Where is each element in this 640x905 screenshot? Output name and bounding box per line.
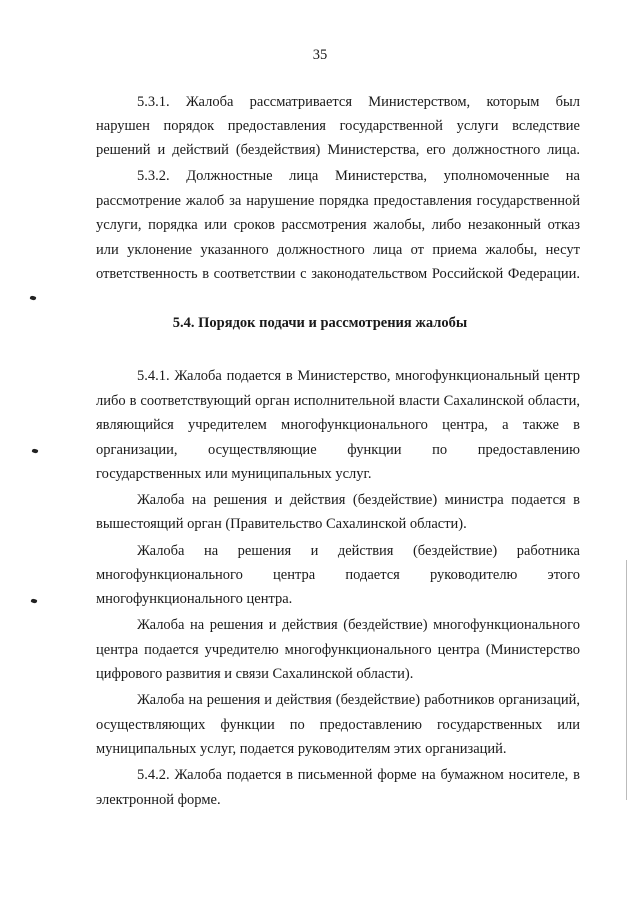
section-heading-5-4: 5.4. Порядок подачи и рассмотрения жалобы [172,315,468,331]
paragraph-mfc-worker-line-3: многофункционального центра. [96,591,293,607]
paragraph-5-3-2-line-4: или уклонение указанного должностного лица от приема жалобы, несут [96,242,580,258]
paragraph-5-3-1-line-3: решений и действий (бездействия) Министерства, его должностного лица. [96,142,580,158]
paragraph-5-3-2-line-3: услуги, порядка или сроков рассмотрения жалобы, либо незаконный отказ [96,217,580,233]
scan-mark-2 [31,448,38,454]
paragraph-mfc-line-3: цифрового развития и связи Сахалинской области). [96,666,414,682]
page-number: 35 [312,47,328,63]
paragraph-5-4-1-line-3: являющийся учредителем многофункционального центра, а также в [96,417,580,433]
paragraph-5-3-1-line-1: 5.3.1. Жалоба рассматривается Министерством, которым был [137,94,580,110]
paragraph-5-4-1-line-5: государственных или муниципальных услуг. [96,466,372,482]
paragraph-mfc-line-2: центра подается учредителю многофункционального центра (Министерство [96,642,580,658]
paragraph-5-4-2-line-1: 5.4.2. Жалоба подается в письменной форме на бумажном носителе, в [137,767,580,783]
paragraph-5-4-1-line-4: организации, осуществляющие функции по предоставлению [96,442,580,458]
paragraph-mfc-line-1: Жалоба на решения и действия (бездействие) многофункционального [137,617,580,633]
paragraph-5-3-2-line-1: 5.3.2. Должностные лица Министерства, уполномоченные на [137,168,580,184]
paragraph-5-4-1-line-2: либо в соответствующий орган исполнительной власти Сахалинской области, [96,393,580,409]
paragraph-mfc-worker-line-1: Жалоба на решения и действия (бездействие) работника [137,543,580,559]
paragraph-5-4-1-line-1: 5.4.1. Жалоба подается в Министерство, многофункциональный центр [137,368,580,384]
scan-edge-line [626,560,627,800]
paragraph-5-3-2-line-5: ответственность в соответствии с законодательством Российской Федерации. [96,266,580,282]
paragraph-mfc-worker-line-2: многофункционального центра подается руководителю этого [96,567,580,583]
scan-mark-1 [29,295,36,301]
paragraph-minister-line-2: вышестоящий орган (Правительство Сахалинской области). [96,516,467,532]
paragraph-organizations-line-1: Жалоба на решения и действия (бездействие) работников организаций, [137,692,580,708]
paragraph-5-3-1-line-2: нарушен порядок предоставления государственной услуги вследствие [96,118,580,134]
scan-mark-3 [30,598,37,604]
paragraph-minister-line-1: Жалоба на решения и действия (бездействие) министра подается в [137,492,580,508]
paragraph-5-3-2-line-2: рассмотрение жалоб за нарушение порядка предоставления государственной [96,193,580,209]
paragraph-organizations-line-3: муниципальных услуг, подается руководителям этих организаций. [96,741,507,757]
paragraph-5-4-2-line-2: электронной форме. [96,792,221,808]
paragraph-organizations-line-2: осуществляющих функции по предоставлению государственных или [96,717,580,733]
